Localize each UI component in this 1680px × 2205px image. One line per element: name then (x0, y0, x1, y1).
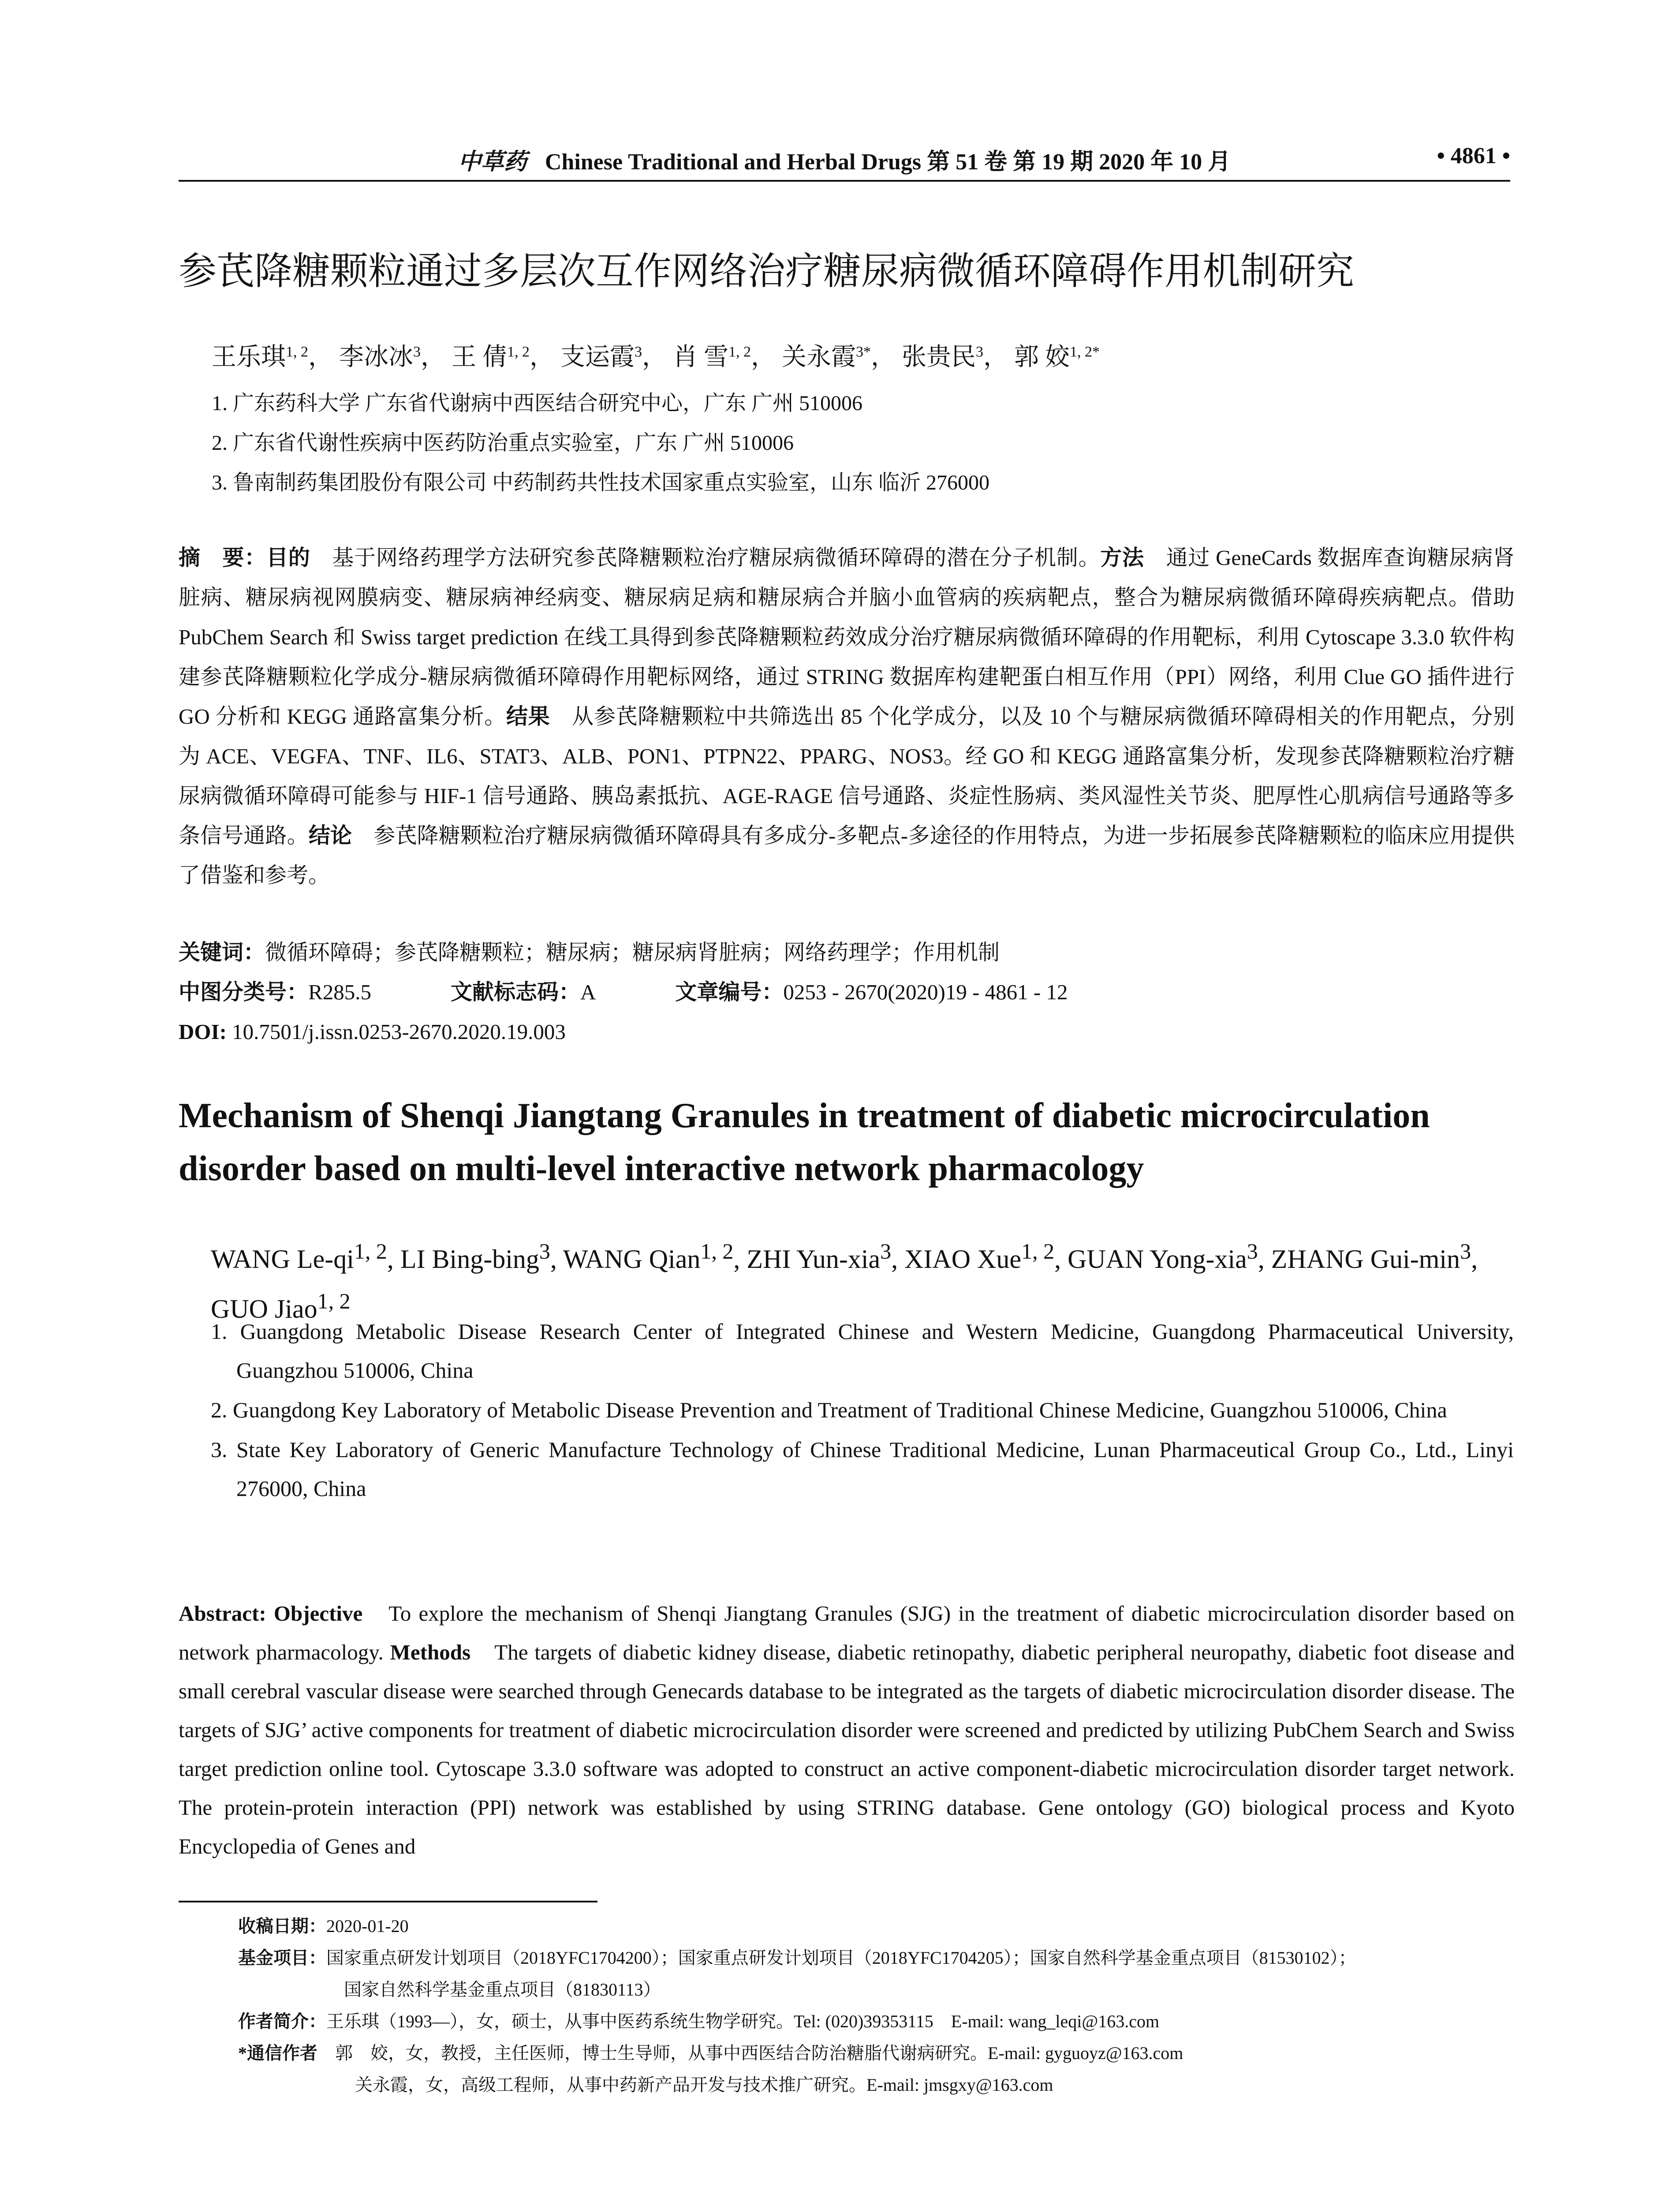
author-name: GUO Jiao (211, 1294, 317, 1323)
author-affil-mark: 3* (856, 344, 871, 360)
author-name: GUAN Yong-xia (1068, 1245, 1247, 1274)
chinese-abstract (179, 538, 1515, 895)
author-affil-mark: 1, 2 (728, 344, 751, 360)
article-number-value: 0253 - 2670(2020)19 - 4861 - 12 (783, 980, 1068, 1004)
results-text: 从参芪降糖颗粒中共筛选出 85 个化学成分，以及 10 个与糖尿病微循环障碍相关的作用靶点，分别为 ACE、VEGFA、TNF、IL6、STAT3、ALB、PON1、PTPN22、PPARG、NOS3。经 GO 和 KEGG 通路富集分析，发现参芪降糖颗粒治疗糖尿病微循环障碍可能参与 HIF-1 信号通路、胰岛素抵抗、AGE-RAGE 信号通路、炎症性肠病、类风湿性关节炎、肥厚性心肌病信号通路等多条信号通路。 (179, 704, 1515, 848)
author-name: XIAO Xue (904, 1245, 1022, 1274)
keywords-value: 微循环障碍；参芪降糖颗粒；糖尿病；糖尿病肾脏病；网络药理学；作用机制 (265, 940, 1000, 964)
author-affil-mark: 1, 2 (317, 1289, 351, 1313)
objective-text: 基于网络药理学方法研究参芪降糖颗粒治疗糖尿病微循环障碍的潜在分子机制。 (310, 546, 1101, 570)
author-name: WANG Qian (563, 1245, 701, 1274)
author-name: ZHANG Gui-min (1271, 1245, 1460, 1274)
author-affil-mark: 3 (539, 1239, 550, 1263)
results-label: 结果 (506, 704, 550, 729)
author-name: 关永霞 (782, 344, 856, 371)
author-name: LI Bing-bing (400, 1245, 539, 1274)
received-date (238, 1910, 1517, 1942)
fund-label: 基金项目： (238, 1948, 326, 1968)
author-affil-mark: 1, 2* (1070, 344, 1100, 360)
affiliation-item: 3. 鲁南制药集团股份有限公司 中药制药共性技术国家重点实验室，山东 临沂 276000 (212, 471, 990, 494)
author-affil-mark: 1, 2 (507, 344, 530, 360)
corresponding-line-1: 郭 姣，女，教授，主任医师，博士生导师，从事中西医结合防治糖脂代谢病研究。E-mail: gyguoyz@163.com (317, 2043, 1183, 2063)
received-value: 2020-01-20 (326, 1916, 409, 1936)
classification-line (179, 972, 1515, 1012)
article-number-label: 文章编号： (675, 980, 784, 1004)
keywords-line (179, 933, 1515, 972)
english-authors: WANG Le-qi$^{1, 2}$, LI Bing-bing$^3$, WANG Qian$^{1, 2}$, ZHI Yun-xia$^3$, XIAO Xue$^{1, 2}$, GUAN Yong-xia$^3$, ZHANG Gui-$\min^3$, GUO Jiao$^{1, 2}$ (211, 1239, 1478, 1323)
journal-name-cn: 中草药 (458, 149, 527, 175)
methods-label: Methods (390, 1640, 471, 1664)
affiliation-item: 2. 广东省代谢性疾病中医药防治重点实验室，广东 广州 510006 (212, 431, 794, 455)
author-separator: ， (983, 344, 1008, 371)
bio-text: 王乐琪（1993—），女，硕士，从事中医药系统生物学研究。Tel: (020)39353115 E-mail: wang_leqi@163.com (326, 2011, 1160, 2031)
author-name: 肖 雪 (673, 344, 728, 371)
author-separator: ， (871, 344, 896, 371)
author-affil-mark: 3 (1460, 1239, 1471, 1263)
chinese-affiliations (212, 384, 1512, 503)
fund-info (238, 1942, 1517, 1974)
abstract-label: 摘 要： (179, 546, 267, 570)
english-abstract (179, 1594, 1515, 1866)
author-affil-mark: 1, 2 (1021, 1239, 1055, 1263)
doi-line (179, 1012, 1515, 1052)
chinese-title: 参芪降糖颗粒通过多层次互作网络治疗糖尿病微循环障碍作用机制研究 (179, 249, 1354, 293)
author-name: 张贵民 (902, 344, 976, 371)
methods-text: 通过 GeneCards 数据库查询糖尿病肾脏病、糖尿病视网膜病变、糖尿病神经病变、糖尿病足病和糖尿病合并脑小血管病的疾病靶点，整合为糖尿病微循环障碍疾病靶点。借助 PubChem Search 和 Swiss target prediction 在线工具得到参芪降糖颗粒药效成分治疗糖尿病微循环障碍的作用靶标，利用 Cytoscape 3.3.0 软件构建参芪降糖颗粒化学成分-糖尿病微循环障碍作用靶标网络，通过 STRING 数据库构建靶蛋白相互作用（PPI）网络，利用 Clue GO 插件进行 GO 分析和 KEGG 通路富集分析。 (179, 546, 1515, 729)
doc-code-label: 文献标志码： (450, 980, 580, 1004)
corresponding-line-2: 关永霞，女，高级工程师，从事中药新产品开发与技术推广研究。E-mail: jmsgxy@163.com (355, 2075, 1053, 2095)
author-name: WANG Le-qi (211, 1245, 354, 1274)
affiliation-item: 2. Guangdong Key Laboratory of Metabolic Disease Prevention and Treatment of Traditional Chinese Medicine, Guangzhou 510006, China (211, 1398, 1447, 1422)
received-label: 收稿日期： (238, 1916, 326, 1936)
author-name: 王 倩 (452, 344, 507, 371)
clc-value: R285.5 (308, 980, 371, 1004)
corresponding-author (238, 2037, 1517, 2069)
page-number: • 4861 • (1437, 143, 1510, 168)
author-affil-mark: 3 (880, 1239, 892, 1263)
author-affil-mark: 3 (1247, 1239, 1258, 1263)
keywords-label: 关键词： (179, 940, 265, 964)
article-metadata (179, 933, 1515, 1052)
abstract-label: Abstract: Objective (179, 1601, 363, 1626)
author-separator: ， (530, 344, 554, 371)
conclusion-text: 参芪降糖颗粒治疗糖尿病微循环障碍具有多成分-多靶点-多途径的作用特点，为进一步拓展参芪降糖颗粒的临床应用提供了借鉴和参考。 (179, 823, 1515, 887)
clc-label: 中图分类号： (179, 980, 309, 1004)
fund-line-1: 国家重点研发计划项目（2018YFC1704200）；国家重点研发计划项目（2018YFC1704205）；国家自然科学基金重点项目（81530102）； (326, 1948, 1356, 1968)
bio-label: 作者简介： (238, 2011, 326, 2031)
author-affil-mark: 3 (635, 344, 642, 360)
doc-code-value: A (580, 980, 596, 1004)
author-affil-mark: 3 (413, 344, 421, 360)
author-name: 王乐琪 (212, 344, 286, 371)
affiliation-item: 3. State Key Laboratory of Generic Manufacture Technology of Chinese Traditional Medicine, Lunan Pharmaceutical Group Co., Ltd., Linyi 276000, China (211, 1437, 1514, 1501)
author-bio (238, 2006, 1517, 2037)
footnote-divider (179, 1901, 597, 1902)
fund-line-2: 国家自然科学基金重点项目（81830113） (344, 1980, 661, 1999)
english-title: Mechanism of Shenqi Jiangtang Granules in treatment of diabetic microcirculation disorder based on multi-level interactive network pharmacology (179, 1096, 1430, 1188)
corresponding-label: *通信作者 (238, 2043, 317, 2063)
author-affil-mark: 1, 2 (286, 344, 308, 360)
methods-text: The targets of diabetic kidney disease, diabetic retinopathy, diabetic peripheral neuropathy, diabetic foot disease and small cerebral vascular disease were searched through Genecards database to be integrated as the targets of diabetic microcirculation disorder disease. The targets of SJG’ active components for treatment of diabetic microcirculation disorder were screened and predicted by utilizing PubChem Search and Swiss target prediction online tool. Cytoscape 3.3.0 software was adopted to construct an active component-diabetic microcirculation disorder target network. The protein-protein interaction (PPI) network was established by using STRING database. Gene ontology (GO) biological process and Kyoto Encyclopedia of Genes and (179, 1640, 1515, 1858)
author-name: 李冰冰 (339, 344, 413, 371)
journal-info (179, 143, 1510, 176)
affiliation-item: 1. Guangdong Metabolic Disease Research Center of Integrated Chinese and Western Medicine, Guangdong Pharmaceutical University, Guangzhou 510006, China (211, 1319, 1514, 1383)
author-separator: ， (751, 344, 776, 371)
methods-label: 方法 (1100, 546, 1144, 570)
author-name: ZHI Yun-xia (747, 1245, 881, 1274)
author-separator: ， (308, 344, 333, 371)
objective-text: To explore the mechanism of Shenqi Jiangtang Granules (SJG) in the treatment of diabetic microcirculation disorder based on network pharmacology. (179, 1601, 1515, 1664)
conclusion-label: 结论 (308, 823, 352, 848)
footnotes (238, 1910, 1517, 2101)
author-affil-mark: 1, 2 (354, 1239, 387, 1263)
author-separator: ， (642, 344, 667, 371)
running-header (179, 140, 1510, 182)
author-affil-mark: 1, 2 (700, 1239, 734, 1263)
doi-label: DOI: (179, 1020, 227, 1044)
author-name: 支运霞 (560, 344, 635, 371)
author-affil-mark: 3 (976, 344, 983, 360)
doi-link[interactable]: 10.7501/j.issn.0253-2670.2020.19.003 (232, 1020, 566, 1044)
author-name: 郭 姣 (1014, 344, 1070, 371)
journal-issue: Chinese Traditional and Herbal Drugs 第 51 卷 第 19 期 2020 年 10 月 (545, 149, 1231, 175)
objective-label: 目的 (266, 546, 310, 570)
author-separator: ， (421, 344, 445, 371)
english-affiliations (211, 1312, 1514, 1509)
affiliation-item: 1. 广东药科大学 广东省代谢病中西医结合研究中心，广东 广州 510006 (212, 392, 863, 415)
chinese-authors (212, 340, 1512, 375)
